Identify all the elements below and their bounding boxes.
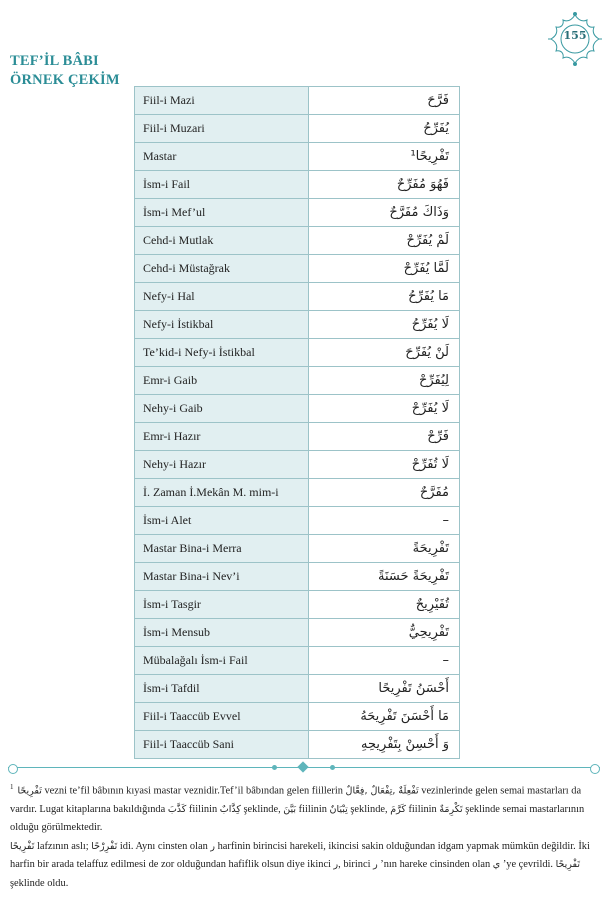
footnote-text: şeklinde, [240, 803, 284, 815]
arabic-form: وَذَاكَ مُفَرَّحٌ [309, 199, 460, 227]
table-row [135, 479, 460, 507]
arabic-term: تَفْرِرْحًا [91, 840, 118, 852]
form-label: Nehy-i Gaib [135, 395, 309, 423]
footnote-divider [8, 762, 600, 774]
footnote-text: şeklinde semai mastarlarının olduğu görülmektedir. [10, 803, 585, 834]
arabic-term: تَكْرِمَةٌ [439, 803, 463, 815]
table-row [135, 199, 460, 227]
arabic-term: تِبْيَانٌ [329, 803, 348, 815]
footnote-text: fiilinin [296, 803, 330, 815]
footnote-text: harfinin birincisi harekeli, ikincisi sakin olduğundan idgam yapmak mümkün değildir. İki harfin bir arada telaffuz edilmesi de zor olduğundan hafiflik olsun diye ikinci [10, 840, 590, 871]
form-label: Mastar [135, 143, 309, 171]
arabic-term: ر [210, 840, 216, 852]
table-row [135, 507, 460, 535]
arabic-term: كَذَّبَ [167, 803, 187, 815]
form-label: Mübalağalı İsm-i Fail [135, 647, 309, 675]
table-row [135, 731, 460, 759]
form-label: İsm-i Mensub [135, 619, 309, 647]
form-label: İsm-i Alet [135, 507, 309, 535]
form-label: Fiil-i Taaccüb Sani [135, 731, 309, 759]
table-row [135, 423, 460, 451]
arabic-form: مَا يُفَرِّحُ [309, 283, 460, 311]
table-row [135, 367, 460, 395]
form-label: İsm-i Tafdil [135, 675, 309, 703]
form-label: İsm-i Fail [135, 171, 309, 199]
footnote-1 [10, 778, 595, 838]
footnote-text: vezinlerinde gelen semai mastarları da vardır. Lugat kitaplarına bakıldığında [10, 785, 582, 815]
form-label: Emr-i Gaib [135, 367, 309, 395]
footnote-text: vezni te’fil bâbının kıyasi mastar veznidir.Tef’il bâbından gelen fiillerin [41, 785, 346, 797]
table-row [135, 87, 460, 115]
table-row [135, 395, 460, 423]
arabic-form: فَرِّحْ [309, 423, 460, 451]
form-label: Te’kid-i Nefy-i İstikbal [135, 339, 309, 367]
arabic-form: – [309, 647, 460, 675]
form-label: Nefy-i İstikbal [135, 311, 309, 339]
arabic-form: أَحْسَنُ تَفْرِيحًا [309, 675, 460, 703]
table-row [135, 115, 460, 143]
table-row [135, 227, 460, 255]
footnote-text: fiilinin [405, 803, 440, 815]
arabic-term: تَفْرِيحًا [555, 859, 580, 871]
table-row [135, 563, 460, 591]
footnote-marker: 1 [10, 783, 14, 791]
arabic-term: بَيَّنَ [283, 803, 297, 815]
arabic-form: تَفْرِيحًا¹ [309, 143, 460, 171]
arabic-form: مَا أَحْسَنَ تَفْرِيحَهُ [309, 703, 460, 731]
footnote-text: ’ye çevrildi. [500, 859, 556, 871]
arabic-term: ي [492, 859, 501, 871]
arabic-form: لَا يُفَرِّحُ [309, 311, 460, 339]
arabic-term: تَفْرِيحًا [10, 840, 35, 852]
arabic-form: يُفَرِّحُ [309, 115, 460, 143]
arabic-form: تَفْرِيحَةً حَسَنَةً [309, 563, 460, 591]
arabic-term: كَرَّمَ [390, 803, 406, 815]
section-title-line2: ÖRNEK ÇEKİM [10, 72, 120, 88]
form-label: Nehy-i Hazır [135, 451, 309, 479]
table-row [135, 647, 460, 675]
table-row [135, 171, 460, 199]
footnote-text: lafzının aslı; [34, 840, 92, 852]
arabic-form: مُفَرَّحٌ [309, 479, 460, 507]
table-row [135, 283, 460, 311]
table-row [135, 591, 460, 619]
footnote-text: ’nın hareke cinsinden olan [377, 859, 493, 871]
table-row [135, 339, 460, 367]
table-row [135, 143, 460, 171]
form-label: İ. Zaman İ.Mekân M. mim-i [135, 479, 309, 507]
form-label: Cehd-i Müstağrak [135, 255, 309, 283]
arabic-form: لَمَّا يُفَرِّحْ [309, 255, 460, 283]
table-row [135, 675, 460, 703]
footnotes [10, 778, 595, 893]
table-row [135, 311, 460, 339]
section-title [10, 52, 120, 90]
arabic-term: ر [333, 859, 339, 871]
table-row [135, 535, 460, 563]
footnote-2 [10, 838, 595, 894]
arabic-form: لَمْ يُفَرِّحْ [309, 227, 460, 255]
arabic-form: لِيُفَرِّحْ [309, 367, 460, 395]
table-row [135, 255, 460, 283]
arabic-form: لَنْ يُفَرِّحَ [309, 339, 460, 367]
footnote-text: şeklinde, [347, 803, 391, 815]
arabic-form: فَهُوَ مُفَرِّحٌ [309, 171, 460, 199]
arabic-form: وَ أَحْسِنْ بِتَفْرِيحِهِ [309, 731, 460, 759]
arabic-form: فَرَّحَ [309, 87, 460, 115]
arabic-term: كِذَّابٌ [219, 803, 241, 815]
arabic-form: تُفَيْرِيحٌ [309, 591, 460, 619]
arabic-term: ر [373, 859, 378, 871]
page-number: 155 [563, 29, 587, 42]
arabic-form: لَا تُفَرِّحْ [309, 451, 460, 479]
arabic-form: تَفْرِيحِيٌّ [309, 619, 460, 647]
form-label: Cehd-i Mutlak [135, 227, 309, 255]
arabic-form: – [309, 507, 460, 535]
form-label: Fiil-i Muzari [135, 115, 309, 143]
table-row [135, 703, 460, 731]
form-label: Mastar Bina-i Merra [135, 535, 309, 563]
table-row [135, 619, 460, 647]
form-label: Fiil-i Mazi [135, 87, 309, 115]
table-row [135, 451, 460, 479]
form-label: Nefy-i Hal [135, 283, 309, 311]
form-label: İsm-i Tasgir [135, 591, 309, 619]
arabic-form: لَا يُفَرِّحْ [309, 395, 460, 423]
footnote-text: şeklinde oldu. [10, 877, 69, 889]
arabic-term: تَفْرِيحًا [17, 785, 42, 797]
footnote-text: fiilinin [186, 803, 220, 815]
conjugation-table [134, 86, 460, 759]
arabic-term: تَفْعِلَةٌ ,تِفْعَالٌ ,فِعَّالٌ [345, 785, 419, 797]
footnote-text: idi. Aynı cinsten olan [117, 840, 211, 852]
footnote-text: , birinci [338, 859, 374, 871]
form-label: Fiil-i Taaccüb Evvel [135, 703, 309, 731]
form-label: Emr-i Hazır [135, 423, 309, 451]
arabic-form: تَفْرِيحَةً [309, 535, 460, 563]
section-title-line1: TEF’İL BÂBI [10, 53, 99, 69]
form-label: İsm-i Mef’ul [135, 199, 309, 227]
form-label: Mastar Bina-i Nev’i [135, 563, 309, 591]
